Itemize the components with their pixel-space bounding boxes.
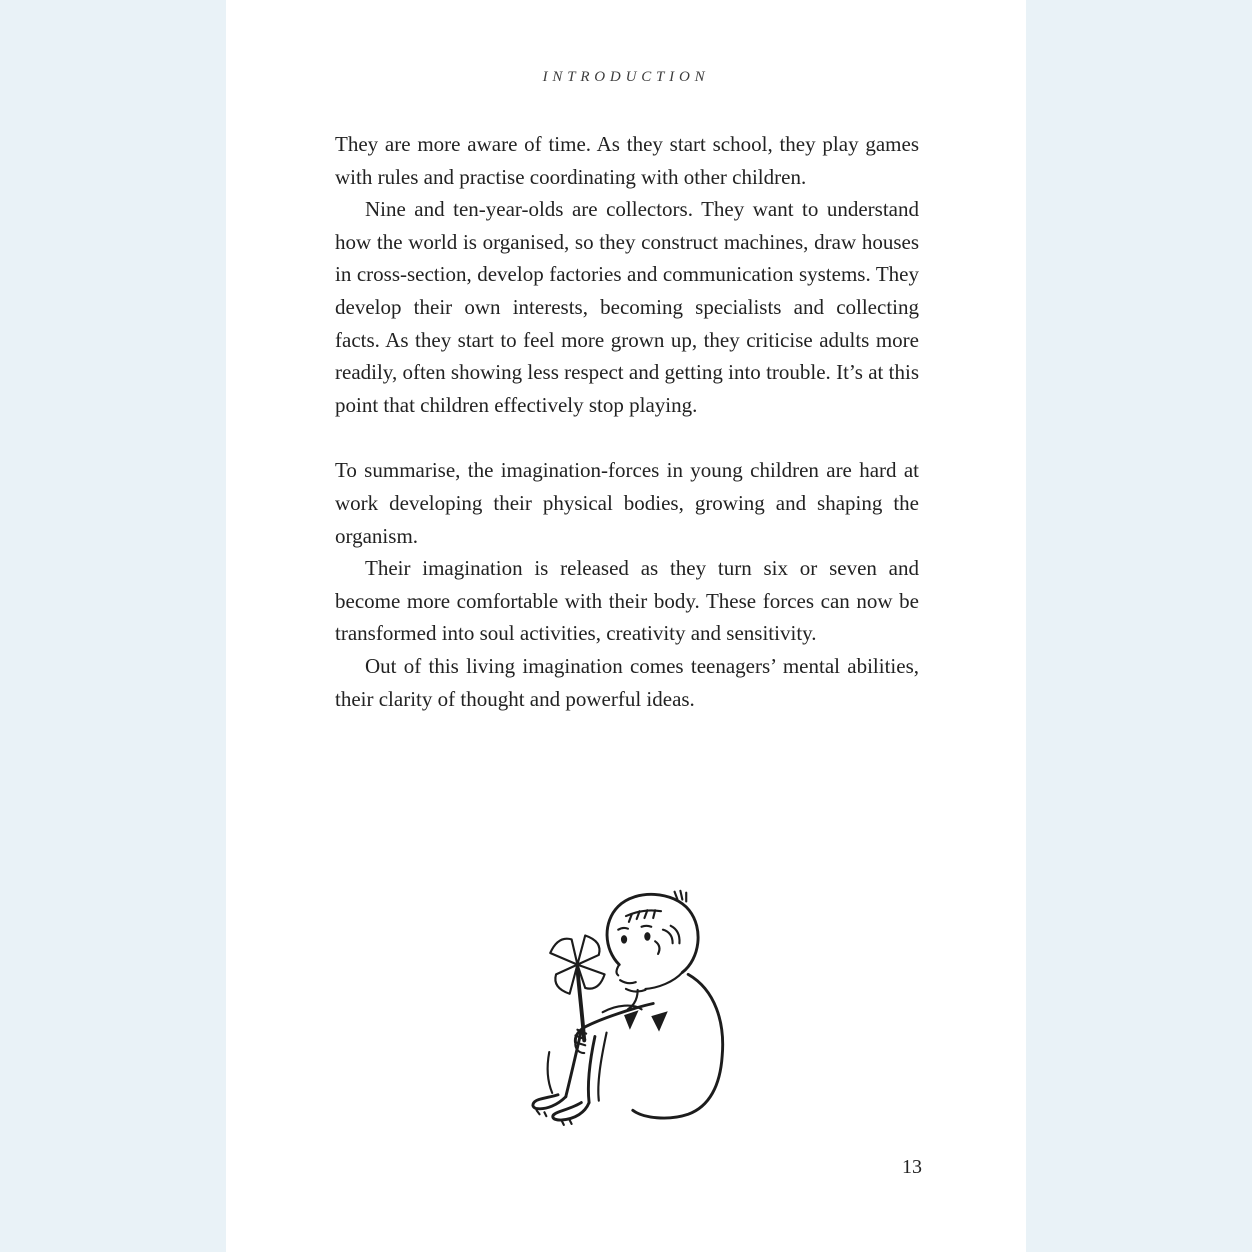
body-text (335, 128, 919, 715)
paragraph-5: Out of this living imagination comes teenagers’ mental abilities, their clarity of thought and powerful ideas. (335, 653, 919, 711)
paragraph-1: They are more aware of time. As they start school, they play games with rules and practise coordinating with other children. (335, 132, 919, 189)
page-number: 13 (902, 1156, 922, 1178)
paragraph-4: Their imagination is released as they turn six or seven and become more comfortable with their body. These forces can now be transformed into soul activities, creativity and sensitivity. (335, 556, 919, 646)
book-page (226, 0, 1026, 1252)
paragraph-2: Nine and ten-year-olds are collectors. They want to understand how the world is organised, so they construct machines, draw houses in cross-section, develop factories and communication systems. They develop their own interests, becoming specialists and collecting facts. As they start to feel more grown up, they criticise adults more readily, often showing less respect and getting into trouble. It’s at this point that children effectively stop playing. (335, 197, 919, 417)
illustration-container (226, 878, 1026, 1128)
child-pinwheel-illustration (490, 878, 762, 1128)
paragraph-3: To summarise, the imagination-forces in young children are hard at work developing their physical bodies, growing and shaping the organism. (335, 458, 919, 548)
running-head: INTRODUCTION (542, 69, 710, 85)
